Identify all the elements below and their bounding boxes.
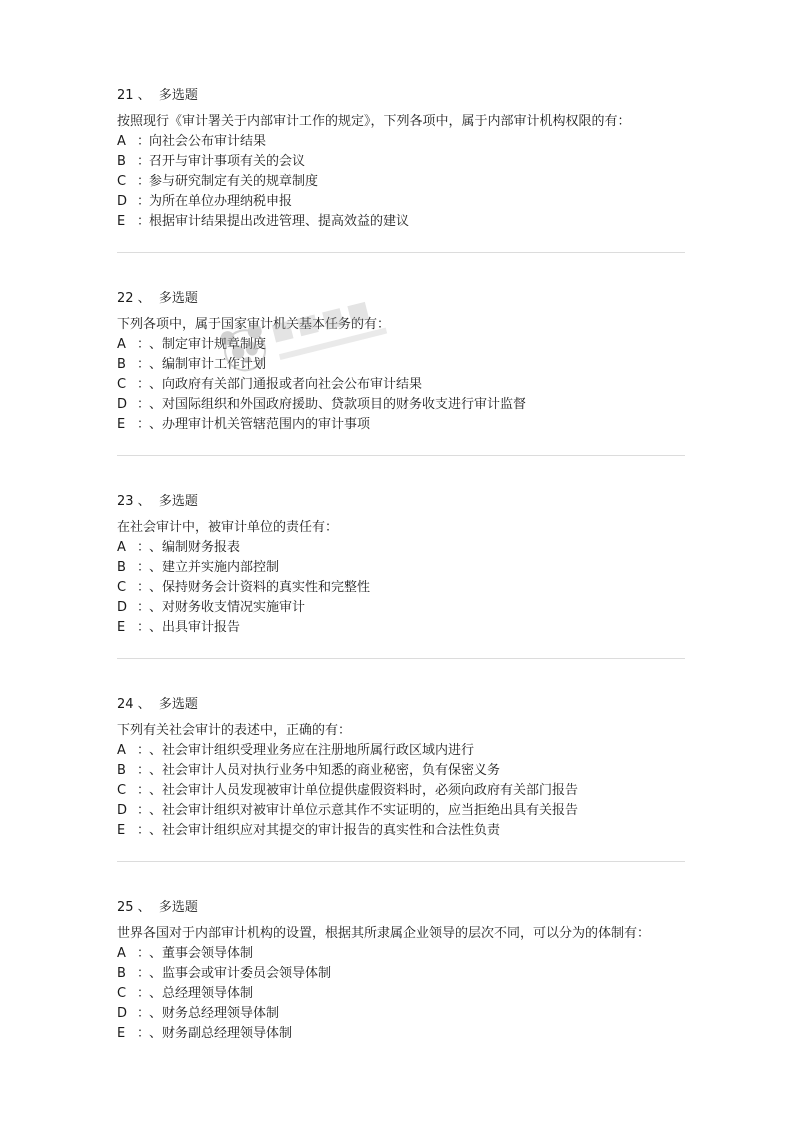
option-b[interactable] [117,152,685,172]
question-header [117,289,685,309]
question-header [117,695,685,715]
option-text: 、监事会或审计委员会领导体制 [149,966,332,981]
question-divider [117,252,685,253]
option-letter: B [117,357,126,372]
question-header [117,86,685,106]
option-colon: ： [137,620,151,635]
option-colon: ： [137,966,151,981]
option-a[interactable] [117,132,685,152]
option-text: 、编制财务报表 [149,540,241,555]
option-c[interactable] [117,172,685,192]
option-letter: A [117,946,126,961]
question-header [117,898,685,918]
option-c[interactable] [117,984,685,1004]
option-text: 、董事会领导体制 [149,946,254,961]
option-text: 、财务总经理领导体制 [149,1006,280,1021]
option-text: 、制定审计规章制度 [149,337,267,352]
option-text: 、对财务收支情况实施审计 [149,600,306,615]
option-letter: E [117,823,126,838]
option-letter: A [117,743,126,758]
option-text: 、社会审计组织应对其提交的审计报告的真实性和合法性负责 [149,823,501,838]
question-type: 多选题 [158,88,198,103]
option-colon: ： [137,214,151,229]
question-number: 22 、 [117,291,151,306]
question-sheet [117,86,685,1044]
option-a[interactable] [117,944,685,964]
question-22 [117,289,685,435]
option-c[interactable] [117,781,685,801]
option-colon: ： [137,743,151,758]
option-colon: ： [137,560,151,575]
option-d[interactable] [117,192,685,212]
option-letter: E [117,214,126,229]
option-b[interactable] [117,558,685,578]
question-stem: 在社会审计中，被审计单位的责任有： [117,520,339,535]
option-a[interactable] [117,741,685,761]
question-21 [117,86,685,232]
option-letter: B [117,154,126,169]
option-colon: ： [137,763,151,778]
option-b[interactable] [117,355,685,375]
option-text: 、出具审计报告 [149,620,241,635]
option-colon: ： [137,580,151,595]
option-text: 、编制审计工作计划 [149,357,267,372]
question-stem: 世界各国对于内部审计机构的设置，根据其所隶属企业领导的层次不同，可以分为的体制有： [117,926,651,941]
option-text: 、总经理领导体制 [149,986,254,1001]
option-c[interactable] [117,375,685,395]
question-type: 多选题 [158,900,198,915]
option-letter: D [117,1006,128,1021]
question-number: 24 、 [117,697,151,712]
option-text: 为所在单位办理纳税申报 [149,194,293,209]
option-colon: ： [137,783,151,798]
option-e[interactable] [117,618,685,638]
question-divider [117,658,685,659]
question-divider [117,455,685,456]
option-letter: D [117,194,128,209]
option-text: 召开与审计事项有关的会议 [149,154,306,169]
option-d[interactable] [117,395,685,415]
question-23 [117,492,685,638]
option-text: 、社会审计组织受理业务应在注册地所属行政区域内进行 [149,743,475,758]
option-d[interactable] [117,1004,685,1024]
option-letter: B [117,966,126,981]
option-colon: ： [137,337,151,352]
option-b[interactable] [117,964,685,984]
option-colon: ： [137,194,151,209]
question-type: 多选题 [158,697,198,712]
option-text: 、保持财务会计资料的真实性和完整性 [149,580,371,595]
option-colon: ： [137,397,151,412]
option-colon: ： [137,986,151,1001]
option-letter: C [117,174,127,189]
option-text: 向社会公布审计结果 [149,134,267,149]
option-letter: D [117,397,128,412]
question-number: 23 、 [117,494,151,509]
option-letter: B [117,560,126,575]
option-colon: ： [137,154,151,169]
option-colon: ： [137,357,151,372]
question-header [117,492,685,512]
option-colon: ： [137,417,151,432]
option-letter: C [117,986,127,1001]
option-colon: ： [137,803,151,818]
option-e[interactable] [117,821,685,841]
option-colon: ： [137,1006,151,1021]
option-colon: ： [137,174,151,189]
option-colon: ： [137,1026,151,1041]
option-e[interactable] [117,415,685,435]
option-a[interactable] [117,335,685,355]
option-letter: A [117,540,126,555]
option-text: 、社会审计人员对执行业务中知悉的商业秘密，负有保密义务 [149,763,501,778]
question-number: 25 、 [117,900,151,915]
question-24 [117,695,685,841]
option-text: 参与研究制定有关的规章制度 [149,174,319,189]
question-stem: 按照现行《审计署关于内部审计工作的规定》，下列各项中，属于内部审计机构权限的有： [117,114,631,129]
option-letter: E [117,417,126,432]
option-a[interactable] [117,538,685,558]
option-text: 、向政府有关部门通报或者向社会公布审计结果 [149,377,423,392]
option-colon: ： [137,946,151,961]
option-d[interactable] [117,801,685,821]
option-letter: D [117,803,128,818]
option-d[interactable] [117,598,685,618]
option-e[interactable] [117,212,685,232]
option-b[interactable] [117,761,685,781]
option-text: 、办理审计机关管辖范围内的审计事项 [149,417,371,432]
option-letter: A [117,337,126,352]
option-text: 、建立并实施内部控制 [149,560,280,575]
question-divider [117,861,685,862]
option-text: 根据审计结果提出改进管理、提高效益的建议 [149,214,410,229]
question-stem: 下列各项中，属于国家审计机关基本任务的有： [117,317,391,332]
option-letter: A [117,134,126,149]
question-type: 多选题 [158,494,198,509]
question-number: 21 、 [117,88,151,103]
option-colon: ： [137,134,151,149]
option-letter: E [117,620,126,635]
question-type: 多选题 [158,291,198,306]
option-c[interactable] [117,578,685,598]
option-letter: C [117,580,127,595]
option-text: 、财务副总经理领导体制 [149,1026,293,1041]
option-letter: D [117,600,128,615]
option-letter: C [117,783,127,798]
option-text: 、社会审计人员发现被审计单位提供虚假资料时，必须向政府有关部门报告 [149,783,579,798]
option-colon: ： [137,823,151,838]
option-text: 、对国际组织和外国政府援助、贷款项目的财务收支进行审计监督 [149,397,527,412]
option-text: 、社会审计组织对被审计单位示意其作不实证明的，应当拒绝出具有关报告 [149,803,579,818]
option-e[interactable] [117,1024,685,1044]
question-stem: 下列有关社会审计的表述中，正确的有： [117,723,352,738]
option-letter: E [117,1026,126,1041]
option-colon: ： [137,600,151,615]
question-25 [117,898,685,1044]
option-colon: ： [137,540,151,555]
option-letter: C [117,377,127,392]
option-letter: B [117,763,126,778]
option-colon: ： [137,377,151,392]
